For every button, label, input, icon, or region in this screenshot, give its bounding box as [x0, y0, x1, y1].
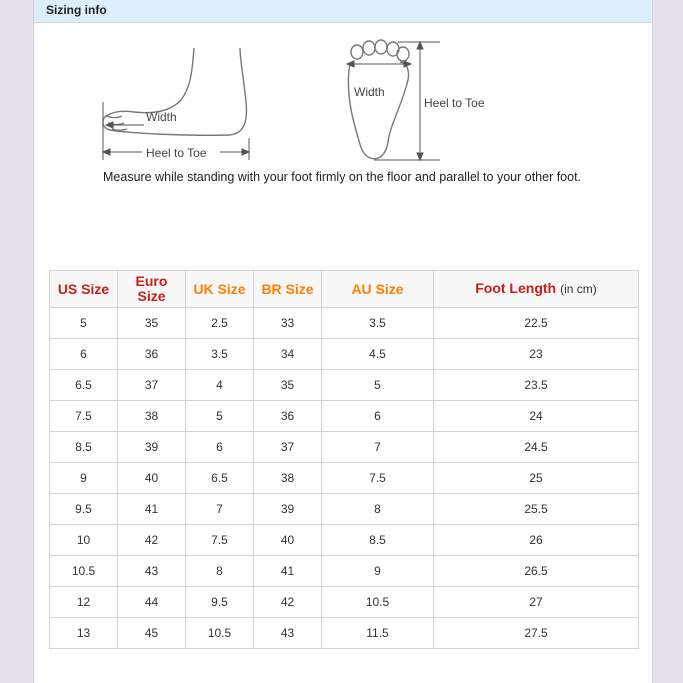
table-row	[50, 308, 639, 339]
foot-length-cell: 23.5	[434, 370, 639, 401]
uk-size-cell: 6	[186, 432, 254, 463]
column-foot-length-unit: (in cm)	[560, 282, 597, 296]
column-euro-size	[118, 271, 186, 308]
table-row	[50, 463, 639, 494]
foot-length-cell: 26.5	[434, 556, 639, 587]
euro-size-cell: 43	[118, 556, 186, 587]
au-size-cell: 8	[322, 494, 434, 525]
sizing-panel	[33, 0, 653, 683]
euro-size-cell: 39	[118, 432, 186, 463]
us-size-cell: 10.5	[50, 556, 118, 587]
br-size-cell: 41	[254, 556, 322, 587]
us-size-cell: 12	[50, 587, 118, 618]
column-au-size: AU Size	[322, 271, 434, 308]
au-size-cell: 7.5	[322, 463, 434, 494]
foot-length-cell: 24	[434, 401, 639, 432]
au-size-cell: 7	[322, 432, 434, 463]
au-size-cell: 9	[322, 556, 434, 587]
foot-length-cell: 25.5	[434, 494, 639, 525]
euro-size-cell: 40	[118, 463, 186, 494]
au-size-cell: 11.5	[322, 618, 434, 649]
top-heel-to-toe-label: Heel to Toe	[424, 96, 485, 110]
table-row	[50, 525, 639, 556]
euro-size-cell: 38	[118, 401, 186, 432]
table-row	[50, 587, 639, 618]
table-row	[50, 618, 639, 649]
uk-size-cell: 4	[186, 370, 254, 401]
uk-size-cell: 3.5	[186, 339, 254, 370]
au-size-cell: 3.5	[322, 308, 434, 339]
us-size-cell: 6	[50, 339, 118, 370]
us-size-cell: 5	[50, 308, 118, 339]
column-uk-size: UK Size	[186, 271, 254, 308]
euro-size-cell: 44	[118, 587, 186, 618]
table-row	[50, 556, 639, 587]
us-size-cell: 9.5	[50, 494, 118, 525]
table-row	[50, 370, 639, 401]
uk-size-cell: 6.5	[186, 463, 254, 494]
foot-length-cell: 27	[434, 587, 639, 618]
euro-size-cell: 41	[118, 494, 186, 525]
size-chart-table	[49, 270, 639, 649]
foot-top-view-icon	[348, 40, 409, 159]
us-size-cell: 6.5	[50, 370, 118, 401]
euro-size-cell: 35	[118, 308, 186, 339]
foot-length-cell: 24.5	[434, 432, 639, 463]
foot-length-cell: 22.5	[434, 308, 639, 339]
column-foot-length-label: Foot Length	[475, 280, 557, 296]
au-size-cell: 8.5	[322, 525, 434, 556]
br-size-cell: 37	[254, 432, 322, 463]
foot-measurement-illustration	[34, 30, 652, 170]
br-size-cell: 35	[254, 370, 322, 401]
euro-size-cell: 36	[118, 339, 186, 370]
us-size-cell: 7.5	[50, 401, 118, 432]
br-size-cell: 36	[254, 401, 322, 432]
br-size-cell: 33	[254, 308, 322, 339]
uk-size-cell: 5	[186, 401, 254, 432]
euro-size-cell: 37	[118, 370, 186, 401]
column-euro-line2: Size	[137, 288, 166, 304]
au-size-cell: 10.5	[322, 587, 434, 618]
foot-length-cell: 25	[434, 463, 639, 494]
au-size-cell: 6	[322, 401, 434, 432]
uk-size-cell: 7	[186, 494, 254, 525]
uk-size-cell: 9.5	[186, 587, 254, 618]
br-size-cell: 39	[254, 494, 322, 525]
uk-size-cell: 2.5	[186, 308, 254, 339]
us-size-cell: 9	[50, 463, 118, 494]
br-size-cell: 42	[254, 587, 322, 618]
top-width-label: Width	[354, 85, 385, 99]
column-br-size: BR Size	[254, 271, 322, 308]
br-size-cell: 40	[254, 525, 322, 556]
table-row	[50, 494, 639, 525]
foot-length-cell: 26	[434, 525, 639, 556]
measurement-instruction: Measure while standing with your foot firmly on the floor and parallel to your other foot.	[103, 170, 582, 184]
uk-size-cell: 8	[186, 556, 254, 587]
euro-size-cell: 42	[118, 525, 186, 556]
br-size-cell: 43	[254, 618, 322, 649]
section-title: Sizing info	[46, 3, 107, 17]
column-foot-length	[434, 271, 639, 308]
us-size-cell: 10	[50, 525, 118, 556]
uk-size-cell: 7.5	[186, 525, 254, 556]
foot-length-cell: 23	[434, 339, 639, 370]
side-heel-to-toe-label: Heel to Toe	[146, 146, 207, 160]
au-size-cell: 4.5	[322, 339, 434, 370]
br-size-cell: 34	[254, 339, 322, 370]
table-row	[50, 432, 639, 463]
table-row	[50, 339, 639, 370]
br-size-cell: 38	[254, 463, 322, 494]
table-header-row	[50, 271, 639, 308]
foot-length-cell: 27.5	[434, 618, 639, 649]
au-size-cell: 5	[322, 370, 434, 401]
euro-size-cell: 45	[118, 618, 186, 649]
table-row	[50, 401, 639, 432]
column-euro-line1: Euro	[135, 273, 168, 289]
us-size-cell: 8.5	[50, 432, 118, 463]
column-us-size: US Size	[50, 271, 118, 308]
uk-size-cell: 10.5	[186, 618, 254, 649]
us-size-cell: 13	[50, 618, 118, 649]
section-header	[34, 0, 652, 23]
side-width-label: Width	[146, 110, 177, 124]
